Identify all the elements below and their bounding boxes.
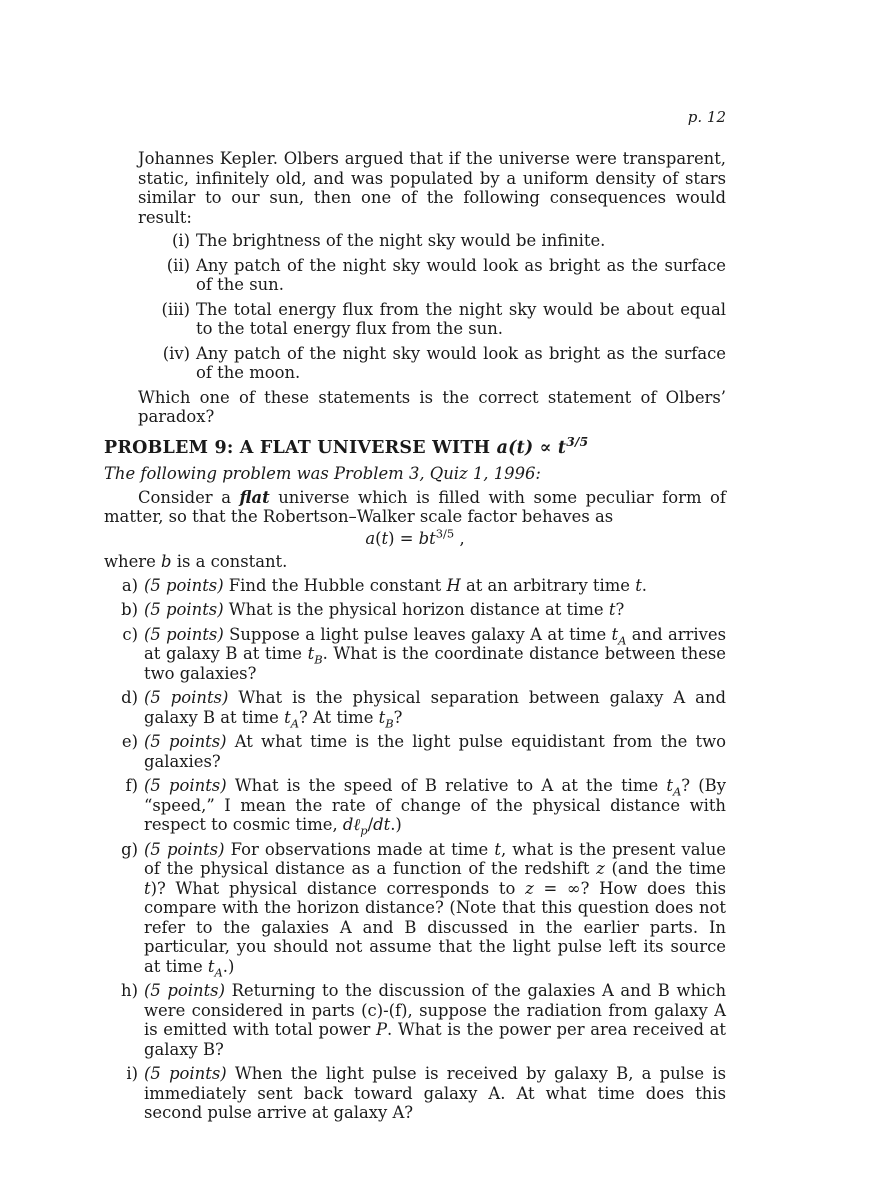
list-item: f) (5 points) What is the speed of B relative to A at the time $t_A$? (By “speed,” I mean the rate of change of the physical distance with respect to cosmic time, dℓ$_p$/dt.) bbox=[125, 776, 726, 838]
problem-heading: PROBLEM 9: A FLAT UNIVERSE WITH $a(t) \propto t^{3/5}$ bbox=[104, 433, 589, 458]
list-item: (i) The brightness of the night sky would be infinite. bbox=[171, 231, 606, 250]
list-item: a) (5 points) Find the Hubble constant H at an arbitrary time t. bbox=[121, 575, 648, 595]
list-item: d) (5 points) What is the physical separation between galaxy A and galaxy B at time $t_A$? At time $t_B$? bbox=[121, 688, 726, 730]
constant-note: where b is a constant. bbox=[104, 552, 288, 571]
heading-formula: $a(t) \propto t^{3/5}$ bbox=[496, 433, 589, 458]
intro-paragraph: Johannes Kepler. Olbers argued that if the universe were transparent, static, infinitely old, and was populated by a uniform density of stars similar to our sun, then one of the following consequences would result: bbox=[138, 149, 726, 227]
olbers-options-list bbox=[104, 231, 726, 383]
list-item: b) (5 points) What is the physical horizon distance at time t? bbox=[121, 600, 625, 619]
problem-parts-list bbox=[104, 576, 726, 1123]
list-item: h) (5 points) Returning to the discussion of the galaxies A and B which were considered in parts (c)-(f), suppose the radiation from galaxy A is emitted with total power P. What is the power per area received at galaxy B? bbox=[121, 981, 727, 1059]
page-body bbox=[104, 149, 726, 1128]
list-item: e) (5 points) At what time is the light pulse equidistant from the two galaxies? bbox=[121, 732, 726, 771]
list-item: (iii) The total energy flux from the night sky would be about equal to the total energy flux from the sun. bbox=[161, 299, 726, 338]
list-item: g) (5 points) For observations made at time t, what is the present value of the physical distance as a function of the redshift z (and the time t)? What physical distance corresponds to z = ∞? How does this compare with the horizon distance? (Note that this question does not refer to the galaxies A and B discussed in the earlier parts. In particular, you should not assume that the light pulse left its source at time $t_A$.) bbox=[121, 839, 726, 979]
scale-factor-equation: $a(t) = bt^{3/5}$ , bbox=[365, 526, 465, 548]
list-item: (iv) Any patch of the night sky would look as bright as the surface of the moon. bbox=[162, 343, 726, 382]
list-item: (ii) Any patch of the night sky would look as bright as the surface of the sun. bbox=[166, 255, 726, 294]
page-number: p. 12 bbox=[687, 108, 726, 126]
olbers-question: Which one of these statements is the correct statement of Olbers’ paradox? bbox=[138, 387, 726, 426]
list-item: i) (5 points) When the light pulse is received by galaxy B, a pulse is immediately sent back toward galaxy A. At what time does this second pulse arrive at galaxy A? bbox=[126, 1064, 726, 1122]
list-item: c) (5 points) Suppose a light pulse leaves galaxy A at time $t_A$ and arrives at galaxy B at time $t_B$. What is the coordinate distance between these two galaxies? bbox=[122, 624, 727, 683]
problem-source: The following problem was Problem 3, Quiz 1, 1996: bbox=[104, 464, 541, 483]
problem-intro: Consider a flat universe which is filled with some peculiar form of matter, so that the Robertson–Walker scale factor behaves as bbox=[104, 487, 726, 526]
